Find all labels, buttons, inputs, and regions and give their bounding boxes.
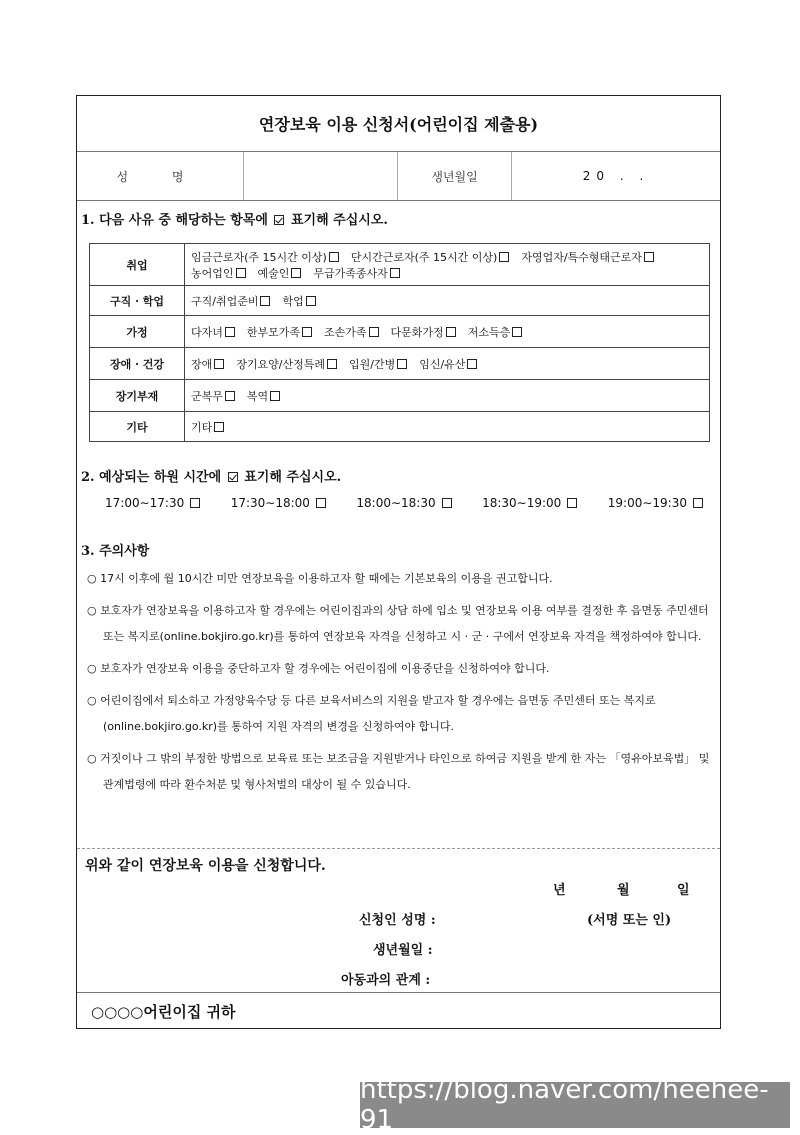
reason-table <box>89 243 710 442</box>
reason-option[interactable] <box>282 293 317 309</box>
reason-option-label: 단시간근로자(주 15시간 이상) <box>350 250 498 264</box>
section2-heading-pre: 2. 예상되는 하원 시간에 <box>81 470 222 485</box>
checkbox-icon[interactable] <box>693 498 703 508</box>
time-option[interactable] <box>105 496 202 510</box>
application-form <box>76 95 721 1029</box>
reason-options <box>185 286 710 316</box>
checkbox-icon[interactable] <box>397 359 407 369</box>
time-option[interactable] <box>608 496 705 510</box>
name-label: 성 명 <box>77 152 244 200</box>
checkbox-icon[interactable] <box>327 359 337 369</box>
reason-option-label: 학업 <box>282 294 304 308</box>
checkbox-icon[interactable] <box>446 327 456 337</box>
reason-option-label: 저소득층 <box>467 325 511 339</box>
notice-item: ○ 보호자가 연장보육을 이용하고자 할 경우에는 어린이집과의 상담 하에 입소 및 연장보육 이용 여부를 결정한 후 읍면동 주민센터 또는 복지로(online.bokjiro.go.kr)를 통하여 연장보육 자격을 신청하고 시 · 군 · 구에서 연장보육 자격을 책정하여야 합니다. <box>87 604 709 643</box>
watermark: https://blog.naver.com/heehee-91 <box>360 1082 790 1128</box>
section1-heading-post: 표기해 주십시오. <box>290 213 388 228</box>
reason-option[interactable] <box>324 324 381 340</box>
reason-option[interactable] <box>419 356 479 372</box>
pickup-time-options <box>105 496 705 510</box>
sign-note: (서명 또는 인) <box>587 913 672 928</box>
time-option-label: 19:00∼19:30 <box>607 496 687 510</box>
declaration-area <box>77 848 720 988</box>
section1-heading-pre: 1. 다음 사유 중 해당하는 항목에 <box>81 213 268 228</box>
reason-option-label: 자영업자/특수형태근로자 <box>521 250 642 264</box>
checkbox-icon[interactable] <box>190 498 200 508</box>
reason-row <box>90 348 710 380</box>
reason-row <box>90 412 710 442</box>
reason-option[interactable] <box>468 324 525 340</box>
reason-option-label: 기타 <box>191 420 213 434</box>
section3-heading: 3. 주의사항 <box>81 544 150 559</box>
reason-option-label: 한부모가족 <box>246 325 301 339</box>
checkbox-icon[interactable] <box>316 498 326 508</box>
time-option-label: 18:00∼18:30 <box>356 496 436 510</box>
birth-field[interactable]: 20 . . <box>582 169 650 183</box>
checkbox-icon[interactable] <box>225 327 235 337</box>
checkbox-icon[interactable] <box>302 327 312 337</box>
reason-option[interactable] <box>247 388 282 404</box>
reason-option[interactable] <box>258 265 304 281</box>
reason-category-label: 장기부재 <box>90 380 185 412</box>
notice-item: ○ 거짓이나 그 밖의 부정한 방법으로 보육료 또는 보조금을 지원받거나 타인으로 하여금 지원을 받게 한 자는 「영유아보육법」 및 관계법령에 따라 환수처분 및 형사처벌의 대상이 될 수 있습니다. <box>87 752 710 791</box>
reason-option[interactable] <box>191 419 226 435</box>
reason-option[interactable] <box>236 356 339 372</box>
section2-heading <box>81 466 341 485</box>
notice-item: ○ 어린이집에서 퇴소하고 가정양육수당 등 다른 보육서비스의 지원을 받고자 할 경우에는 읍면동 주민센터 또는 복지로(online.bokjiro.go.kr)를 통하여 지원 자격의 변경을 신청하여야 합니다. <box>87 694 656 733</box>
reason-option[interactable] <box>191 293 272 309</box>
checkbox-icon[interactable] <box>499 252 509 262</box>
reason-option[interactable] <box>191 356 226 372</box>
time-option[interactable] <box>482 496 579 510</box>
checkbox-icon[interactable] <box>291 268 301 278</box>
reason-category-label: 취업 <box>90 244 185 286</box>
checkbox-icon[interactable] <box>644 252 654 262</box>
checkbox-icon[interactable] <box>567 498 577 508</box>
checkbox-icon[interactable] <box>306 296 316 306</box>
footer-row <box>77 992 720 1030</box>
reason-row <box>90 380 710 412</box>
checked-box-icon <box>274 215 284 225</box>
reason-option[interactable] <box>521 249 656 265</box>
name-field[interactable] <box>244 152 398 200</box>
reason-option-label: 입원/간병 <box>348 357 396 371</box>
reason-option-label: 다자녀 <box>191 325 223 339</box>
reason-options <box>185 244 710 286</box>
applicant-birth-label: 생년월일 : <box>373 943 433 958</box>
reason-option[interactable] <box>391 324 458 340</box>
applicant-name-label: 신청인 성명 : <box>359 913 436 928</box>
reason-row <box>90 244 710 286</box>
reason-option[interactable] <box>191 388 237 404</box>
time-option[interactable] <box>356 496 453 510</box>
date-day-label: 일 <box>677 883 690 898</box>
reason-option-label: 장애 <box>191 357 213 371</box>
reason-option[interactable] <box>247 324 314 340</box>
applicant-info-row <box>77 152 720 201</box>
date-year-label: 년 <box>553 883 566 898</box>
addressee: ○○○○어린이집 귀하 <box>91 1003 236 1021</box>
reason-option[interactable] <box>191 265 248 281</box>
checkbox-icon[interactable] <box>442 498 452 508</box>
checkbox-icon[interactable] <box>270 391 280 401</box>
reason-option-label: 무급가족종사자 <box>313 266 388 280</box>
section2-heading-post: 표기해 주십시오. <box>244 470 342 485</box>
reason-option[interactable] <box>191 249 341 265</box>
reason-option-label: 예술인 <box>257 266 290 280</box>
reason-category-label: 구직 · 학업 <box>90 286 185 316</box>
declaration-text: 위와 같이 연장보육 이용을 신청합니다. <box>85 858 326 874</box>
reason-option-label: 임금근로자(주 15시간 이상) <box>191 250 327 264</box>
reason-row <box>90 286 710 316</box>
notice-list <box>87 566 717 804</box>
reason-options <box>185 348 710 380</box>
relation-label: 아동과의 관계 : <box>341 973 431 988</box>
reason-category-label: 가정 <box>90 316 185 348</box>
reason-category-label: 기타 <box>90 412 185 442</box>
reason-option-label: 조손가족 <box>324 325 367 339</box>
checkbox-icon[interactable] <box>225 391 235 401</box>
date-month-label: 월 <box>617 883 630 898</box>
checkbox-icon[interactable] <box>512 327 522 337</box>
time-option-label: 17:30∼18:00 <box>230 496 310 510</box>
reason-category-label: 장애 · 건강 <box>90 348 185 380</box>
reason-option-label: 복역 <box>246 389 269 403</box>
reason-option-label: 임신/유산 <box>419 357 466 371</box>
section1-heading <box>81 209 388 228</box>
reason-row <box>90 316 710 348</box>
time-option[interactable] <box>231 496 328 510</box>
reason-option[interactable] <box>349 356 409 372</box>
reason-options <box>185 380 710 412</box>
form-title: 연장보육 이용 신청서(어린이집 제출용) <box>77 96 720 152</box>
birth-label: 생년월일 <box>398 152 512 200</box>
checkbox-icon[interactable] <box>260 296 270 306</box>
reason-option-label: 구직/취업준비 <box>191 294 259 308</box>
checkbox-icon[interactable] <box>467 359 477 369</box>
reason-option[interactable] <box>351 249 511 265</box>
time-option-label: 18:30∼19:00 <box>482 496 562 510</box>
reason-option-label: 군복무 <box>191 389 223 403</box>
notice-item: ○ 보호자가 연장보육 이용을 중단하고자 할 경우에는 어린이집에 이용중단을 신청하여야 합니다. <box>87 662 550 675</box>
reason-option-label: 농어업인 <box>191 266 234 280</box>
checkbox-icon[interactable] <box>390 268 400 278</box>
checked-box-icon <box>228 472 238 482</box>
reason-option[interactable] <box>191 324 237 340</box>
reason-options <box>185 412 710 442</box>
time-option-label: 17:00∼17:30 <box>105 496 185 510</box>
checkbox-icon[interactable] <box>214 422 224 432</box>
checkbox-icon[interactable] <box>214 359 224 369</box>
reason-options <box>185 316 710 348</box>
reason-option-label: 장기요양/산정특례 <box>236 357 325 371</box>
checkbox-icon[interactable] <box>236 268 246 278</box>
notice-item: ○ 17시 이후에 월 10시간 미만 연장보육을 이용하고자 할 때에는 기본보육의 이용을 권고합니다. <box>87 572 553 585</box>
checkbox-icon[interactable] <box>329 252 339 262</box>
reason-option-label: 다문화가정 <box>390 325 444 339</box>
reason-option[interactable] <box>313 265 401 281</box>
checkbox-icon[interactable] <box>369 327 379 337</box>
